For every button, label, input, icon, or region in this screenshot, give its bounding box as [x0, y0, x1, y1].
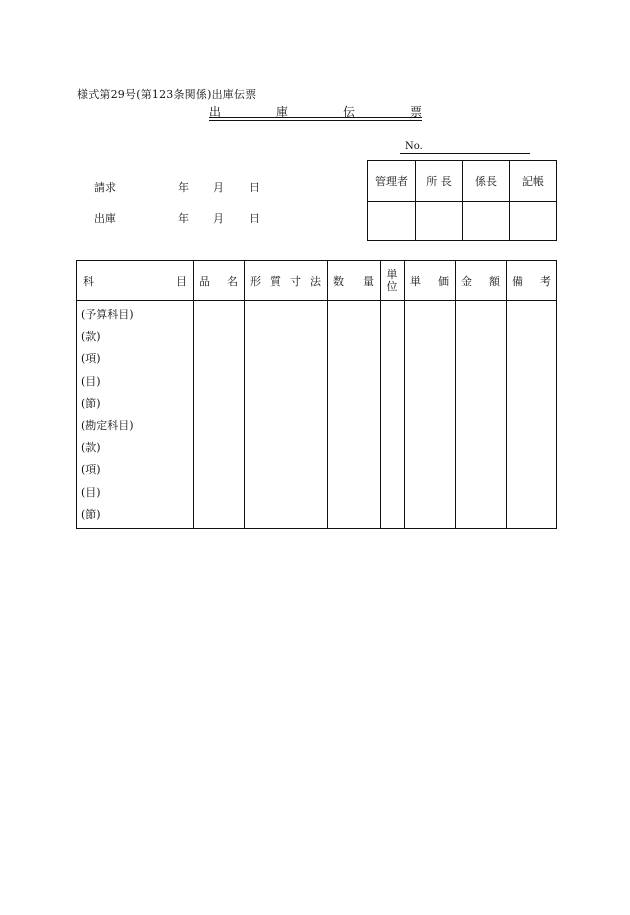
issue-year-label: 年: [178, 212, 189, 225]
header-char: 位: [386, 279, 398, 293]
title-char: 伝: [342, 105, 355, 119]
request-label: 請求: [94, 181, 116, 194]
document-number-field[interactable]: [400, 153, 530, 154]
approval-header-bookkeeping: 記帳: [510, 161, 556, 202]
subject-list: [81, 306, 134, 528]
header-char: 額: [489, 274, 500, 288]
header-char: 品: [199, 274, 210, 288]
issue-month-label: 月: [213, 212, 224, 225]
approval-header-director: 所 長: [416, 161, 463, 202]
column-header-subject: [77, 261, 193, 300]
request-day-label: 日: [249, 181, 260, 194]
subject-row: (款): [81, 330, 101, 344]
approval-stamp-bookkeeping[interactable]: [510, 202, 556, 240]
approval-stamp-chief[interactable]: [463, 202, 510, 240]
header-char: 量: [363, 274, 374, 288]
title-char: 票: [409, 105, 422, 119]
column-header-amount: [455, 261, 506, 300]
header-char: 金: [461, 274, 472, 288]
header-char: 寸: [290, 274, 301, 288]
header-char: 名: [227, 274, 238, 288]
title-char: 庫: [275, 105, 288, 119]
column-header-quantity: [327, 261, 380, 300]
request-year-label: 年: [178, 181, 189, 194]
header-char: 価: [438, 274, 449, 288]
column-divider: [327, 261, 328, 528]
column-header-spec: [244, 261, 327, 300]
subject-row: (予算科目): [81, 308, 134, 321]
document-number-label: No.: [405, 141, 423, 152]
approval-header-manager: 管理者: [368, 161, 416, 202]
subject-row: (目): [81, 374, 101, 388]
column-header-unit-price: [404, 261, 455, 300]
subject-row: (目): [81, 485, 101, 499]
column-divider: [193, 261, 194, 528]
subject-row: (勘定科目): [81, 418, 134, 432]
request-month-label: 月: [213, 181, 224, 194]
header-char: 科: [83, 274, 94, 288]
subject-row: (項): [81, 463, 101, 477]
issue-label: 出庫: [94, 212, 116, 225]
column-header-item: [193, 261, 244, 300]
header-char: 形: [250, 274, 261, 288]
issue-day-label: 日: [249, 212, 260, 225]
header-char: 考: [540, 274, 551, 288]
subject-row: (節): [81, 507, 101, 521]
column-divider: [404, 261, 405, 528]
column-divider: [455, 261, 456, 528]
approval-stamp-manager[interactable]: [368, 202, 416, 240]
column-header-unit: [380, 261, 404, 300]
column-header-notes: [506, 261, 557, 300]
form-code: 様式第29号(第123条関係)出庫伝票: [77, 88, 257, 101]
approval-header-chief: 係長: [463, 161, 510, 202]
header-char: 質: [270, 274, 281, 288]
title-underline: [209, 117, 422, 118]
approval-box: [367, 160, 557, 241]
subject-row: (款): [81, 441, 101, 455]
header-char: 法: [310, 274, 321, 288]
subject-row: (節): [81, 396, 101, 410]
header-char: 単: [410, 274, 421, 288]
items-table: [76, 260, 557, 529]
title-underline: [209, 120, 422, 121]
header-char: 目: [176, 274, 187, 288]
header-divider: [77, 300, 556, 301]
column-divider: [506, 261, 507, 528]
column-divider: [380, 261, 381, 528]
subject-row: (項): [81, 352, 101, 366]
header-char: 単: [386, 267, 398, 281]
approval-stamp-director[interactable]: [416, 202, 463, 240]
header-char: 数: [333, 274, 344, 288]
title-char: 出: [209, 105, 222, 119]
header-char: 備: [512, 274, 523, 288]
column-divider: [244, 261, 245, 528]
